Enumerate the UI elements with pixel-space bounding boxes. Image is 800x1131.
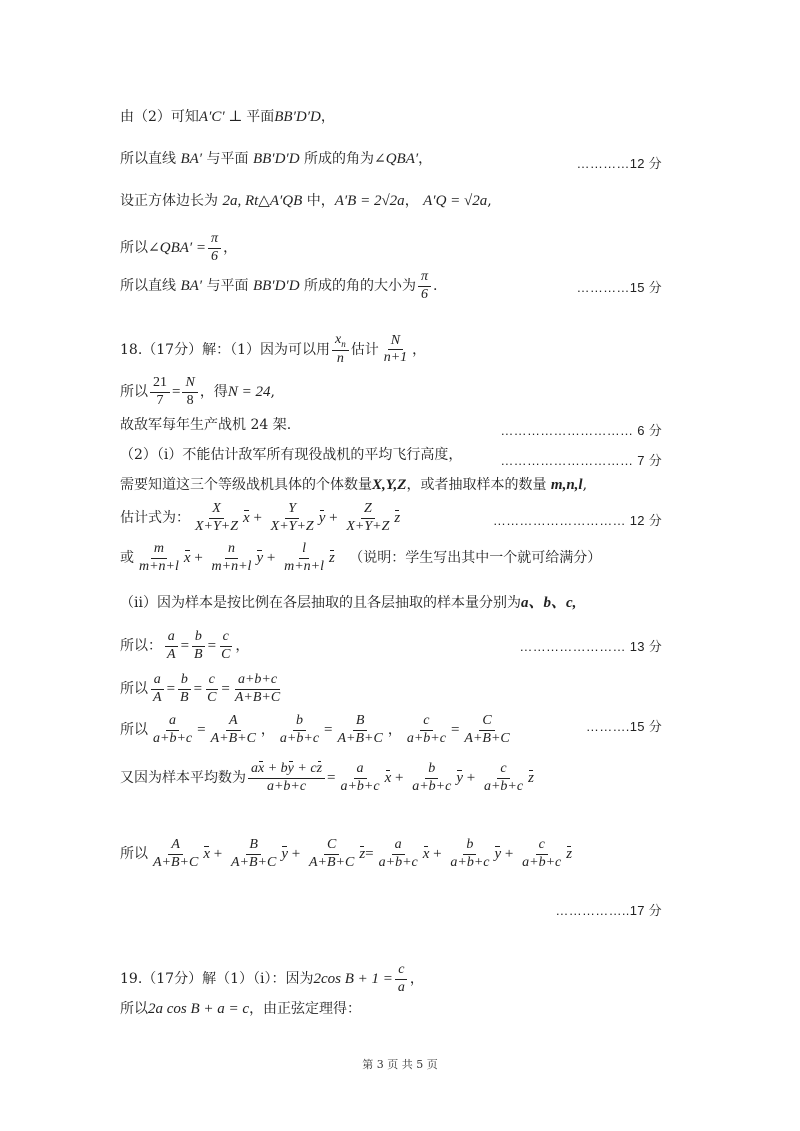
fraction: $\frac{a}{a+b+c}$ bbox=[378, 837, 418, 870]
q18-line-a bbox=[120, 333, 426, 367]
q18-line-i: 所以： $\frac{a}{A}$ = $\frac{b}{B}$ = $\frac{c}{C}$ ， bbox=[120, 629, 250, 662]
fraction: $\frac{b}{a+b+c}$ bbox=[450, 837, 490, 870]
fraction: $\frac{b}{a+b+c}$ bbox=[412, 761, 452, 794]
math: A′C′ ⊥ bbox=[198, 109, 247, 125]
math: N = 24 bbox=[227, 384, 271, 401]
fraction: $\frac{C}{A+B+C}$ bbox=[308, 837, 355, 870]
fraction: $\frac{N}{8}$ bbox=[182, 376, 197, 408]
fraction: $\frac{a+b+c}{A+B+C}$ bbox=[234, 672, 281, 705]
math: BB′D′D bbox=[252, 151, 300, 167]
fraction: $\frac{c}{a+b+c}$ bbox=[406, 713, 446, 746]
fraction: $\frac{B}{A+B+C}$ bbox=[230, 837, 277, 870]
fraction: $\frac{l}{m+n+l}$ bbox=[284, 541, 324, 574]
page-footer: 第 3 页 共 5 页 bbox=[362, 1058, 438, 1071]
text: 平面 bbox=[246, 109, 275, 125]
q18-line-l: 又因为样本平均数为 $\frac{ax + by + cz}{a+b+c}$ = $\frac{a}{a+b+c}$ x + $\frac{b}{a+b+c}$ y + $\frac{c}{a+b+c}$ z bbox=[120, 761, 534, 794]
fraction: $\frac{21}{7}$ bbox=[150, 376, 170, 408]
text: （ⅱ）因为样本是按比例在各层抽取的且各层抽取的样本量分别为 bbox=[120, 595, 521, 611]
q18-line-f: 估计式为： $\frac{X}{X+Y+Z}$ x + $\frac{Y}{X+Y+Z}$ y + $\frac{Z}{X+Y+Z}$ z bbox=[120, 501, 401, 534]
fraction: $\frac{c}{a}$ bbox=[395, 963, 408, 995]
text: 所以 bbox=[120, 384, 148, 401]
text: 估计 bbox=[350, 341, 379, 358]
math: A′B = 2√2a bbox=[334, 193, 405, 209]
text: ，或者抽取样本的数量 bbox=[406, 477, 547, 493]
q18-line-k: 所以 $\frac{a}{a+b+c}$ = $\frac{A}{A+B+C}$ ， $\frac{b}{a+b+c}$ = $\frac{B}{A+B+C}$ ， $\frac{c}{a+b+c}$ = $\frac{C}{A+B+C}$ bbox=[120, 714, 515, 746]
fraction: $\frac{A}{A+B+C}$ bbox=[153, 837, 199, 870]
text: 估计式为： bbox=[120, 510, 190, 527]
math: 2cos B + 1 = bbox=[313, 971, 393, 988]
fraction: $\frac{a}{A}$ bbox=[150, 673, 165, 705]
fraction: $\frac{c}{a+b+c}$ bbox=[522, 837, 562, 870]
fraction: $\frac{c}{C}$ bbox=[221, 629, 231, 662]
math: 2a cos B + a = c bbox=[148, 1001, 250, 1017]
points-15: …………15 分 bbox=[576, 280, 662, 295]
text: , bbox=[582, 477, 588, 493]
text: 所以 bbox=[120, 722, 148, 739]
text: ，得 bbox=[199, 384, 228, 401]
fraction: $\frac{N}{n+1}$ bbox=[383, 332, 408, 366]
text: 所以直线 bbox=[120, 278, 176, 295]
line-2 bbox=[120, 152, 432, 167]
line-1 bbox=[120, 110, 335, 125]
text: , bbox=[487, 193, 492, 209]
text: ， bbox=[418, 151, 433, 167]
q18-line-c: 故敌军每年生产战机 24 架. bbox=[120, 417, 292, 433]
math: BB′D′D bbox=[274, 109, 321, 125]
text: . bbox=[433, 278, 438, 295]
math: m,n,l bbox=[550, 477, 583, 493]
math: a、b、c, bbox=[520, 595, 577, 611]
math: A′Q = √2a bbox=[423, 193, 488, 209]
fraction: $\frac{ax + by + cz}{a+b+c}$ bbox=[248, 762, 325, 794]
text: 所成的角为∠ bbox=[303, 151, 386, 167]
math: QBA′ bbox=[385, 151, 419, 167]
points-12: …………12 分 bbox=[576, 156, 662, 171]
note: （说明：学生写出其中一个就可给满分） bbox=[349, 550, 602, 567]
points-6: ………………………… 6 分 bbox=[500, 423, 662, 438]
line-4 bbox=[120, 232, 237, 264]
points-12b: ………………………… 12 分 bbox=[492, 513, 662, 528]
fraction: $\frac{b}{a+b+c}$ bbox=[279, 713, 320, 746]
fraction: $\frac{a}{a+b+c}$ bbox=[153, 713, 193, 746]
q18-line-j: 所以 $\frac{a}{A}$ = $\frac{b}{B}$ = $\frac{c}{C}$ = $\frac{a+b+c}{A+B+C}$ bbox=[120, 673, 285, 705]
q19-line-b bbox=[120, 1002, 361, 1017]
text: 所以 bbox=[120, 1001, 148, 1017]
q18-line-m: 所以 $\frac{A}{A+B+C}$ x + $\frac{B}{A+B+C}$ y + $\frac{C}{A+B+C}$ z= $\frac{a}{a+b+c}$ x + $\frac{b}{a+b+c}$ y + $\frac{c}{a+b+c}$ z bbox=[120, 837, 573, 870]
fraction: $\frac{a}{a+b+c}$ bbox=[340, 761, 380, 794]
text: ， bbox=[320, 109, 335, 125]
q18-line-h bbox=[120, 596, 576, 611]
text: 所以 bbox=[120, 681, 148, 698]
fraction: $\frac{c}{a+b+c}$ bbox=[483, 761, 524, 794]
line-3 bbox=[120, 194, 492, 209]
fraction: $\frac{C}{A+B+C}$ bbox=[464, 713, 510, 746]
text: ， bbox=[409, 971, 424, 988]
q18-line-d: （2）（ⅰ）不能估计敌军所有现役战机的平均飞行高度， bbox=[120, 447, 463, 463]
text: 所以 bbox=[120, 846, 148, 863]
fraction: $\frac{c}{C}$ bbox=[207, 672, 217, 705]
text: 或 bbox=[120, 550, 134, 567]
text: , bbox=[270, 384, 275, 401]
fraction: $\frac{X}{X+Y+Z}$ bbox=[195, 501, 239, 534]
text: 18.（17分）解：（1）因为可以用 bbox=[120, 341, 330, 358]
math: = bbox=[172, 384, 181, 401]
points-7: ………………………… 7 分 bbox=[500, 453, 662, 468]
text: 设正方体边长为 bbox=[120, 193, 218, 209]
text: 由（2）可知 bbox=[120, 109, 199, 125]
text: 中， bbox=[306, 193, 335, 209]
text: 需要知道这三个等级战机具体的个体数量 bbox=[120, 477, 372, 493]
text: ， bbox=[235, 638, 250, 655]
math: BA′ bbox=[180, 151, 203, 167]
text: ， bbox=[412, 341, 427, 358]
text: ，由正弦定理得： bbox=[249, 1001, 362, 1017]
text: ， bbox=[223, 240, 238, 257]
math: 2a, Rt△A′QB bbox=[222, 193, 303, 209]
fraction: $\frac{a}{A}$ bbox=[164, 630, 179, 662]
math: BB′D′D bbox=[252, 278, 300, 295]
fraction: $\frac{A}{A+B+C}$ bbox=[210, 713, 256, 746]
fraction: $\frac{b}{B}$ bbox=[177, 673, 192, 705]
text: 19.（17分）解（1）（ⅰ）：因为 bbox=[120, 971, 314, 988]
math: BA′ bbox=[180, 278, 203, 295]
fraction: $\frac{b}{B}$ bbox=[191, 630, 206, 662]
fraction: $\frac{\pi}{6}$ bbox=[418, 270, 431, 302]
points-13: …………………… 13 分 bbox=[519, 639, 662, 654]
fraction: $\frac{\pi}{6}$ bbox=[208, 232, 221, 264]
points-17: ……………..17 分 bbox=[555, 903, 662, 918]
q19-line-a bbox=[120, 963, 424, 995]
q18-line-e bbox=[120, 478, 587, 493]
math: X,Y,Z bbox=[372, 477, 407, 493]
text: 所以∠ bbox=[120, 240, 160, 257]
text: 所以： bbox=[120, 638, 162, 655]
text: 所成的角的大小为 bbox=[303, 278, 416, 295]
text: 与平面 bbox=[206, 278, 249, 295]
math: QBA′ = bbox=[159, 240, 207, 257]
text: 与平面 bbox=[206, 151, 249, 167]
text: 又因为样本平均数为 bbox=[120, 770, 246, 787]
fraction: $\frac{n}{m+n+l}$ bbox=[211, 541, 252, 574]
text: 所以直线 bbox=[120, 151, 176, 167]
text: ， bbox=[404, 193, 419, 209]
q18-line-b bbox=[120, 376, 275, 408]
fraction: $\frac{Z}{X+Y+Z}$ bbox=[346, 501, 390, 534]
q18-line-g: 或 $\frac{m}{m+n+l}$ x + $\frac{n}{m+n+l}$ y + $\frac{l}{m+n+l}$ z （说明：学生写出其中一个就可给满分） bbox=[120, 541, 602, 574]
fraction: $\frac{m}{m+n+l}$ bbox=[139, 541, 179, 574]
line-5 bbox=[120, 270, 437, 302]
fraction: $\frac{B}{A+B+C}$ bbox=[337, 713, 383, 746]
fraction: $\frac{Y}{X+Y+Z}$ bbox=[270, 501, 314, 534]
points-15b: ……….15 分 bbox=[585, 719, 662, 734]
fraction: $\frac{x_n}{n}$ bbox=[332, 333, 349, 367]
